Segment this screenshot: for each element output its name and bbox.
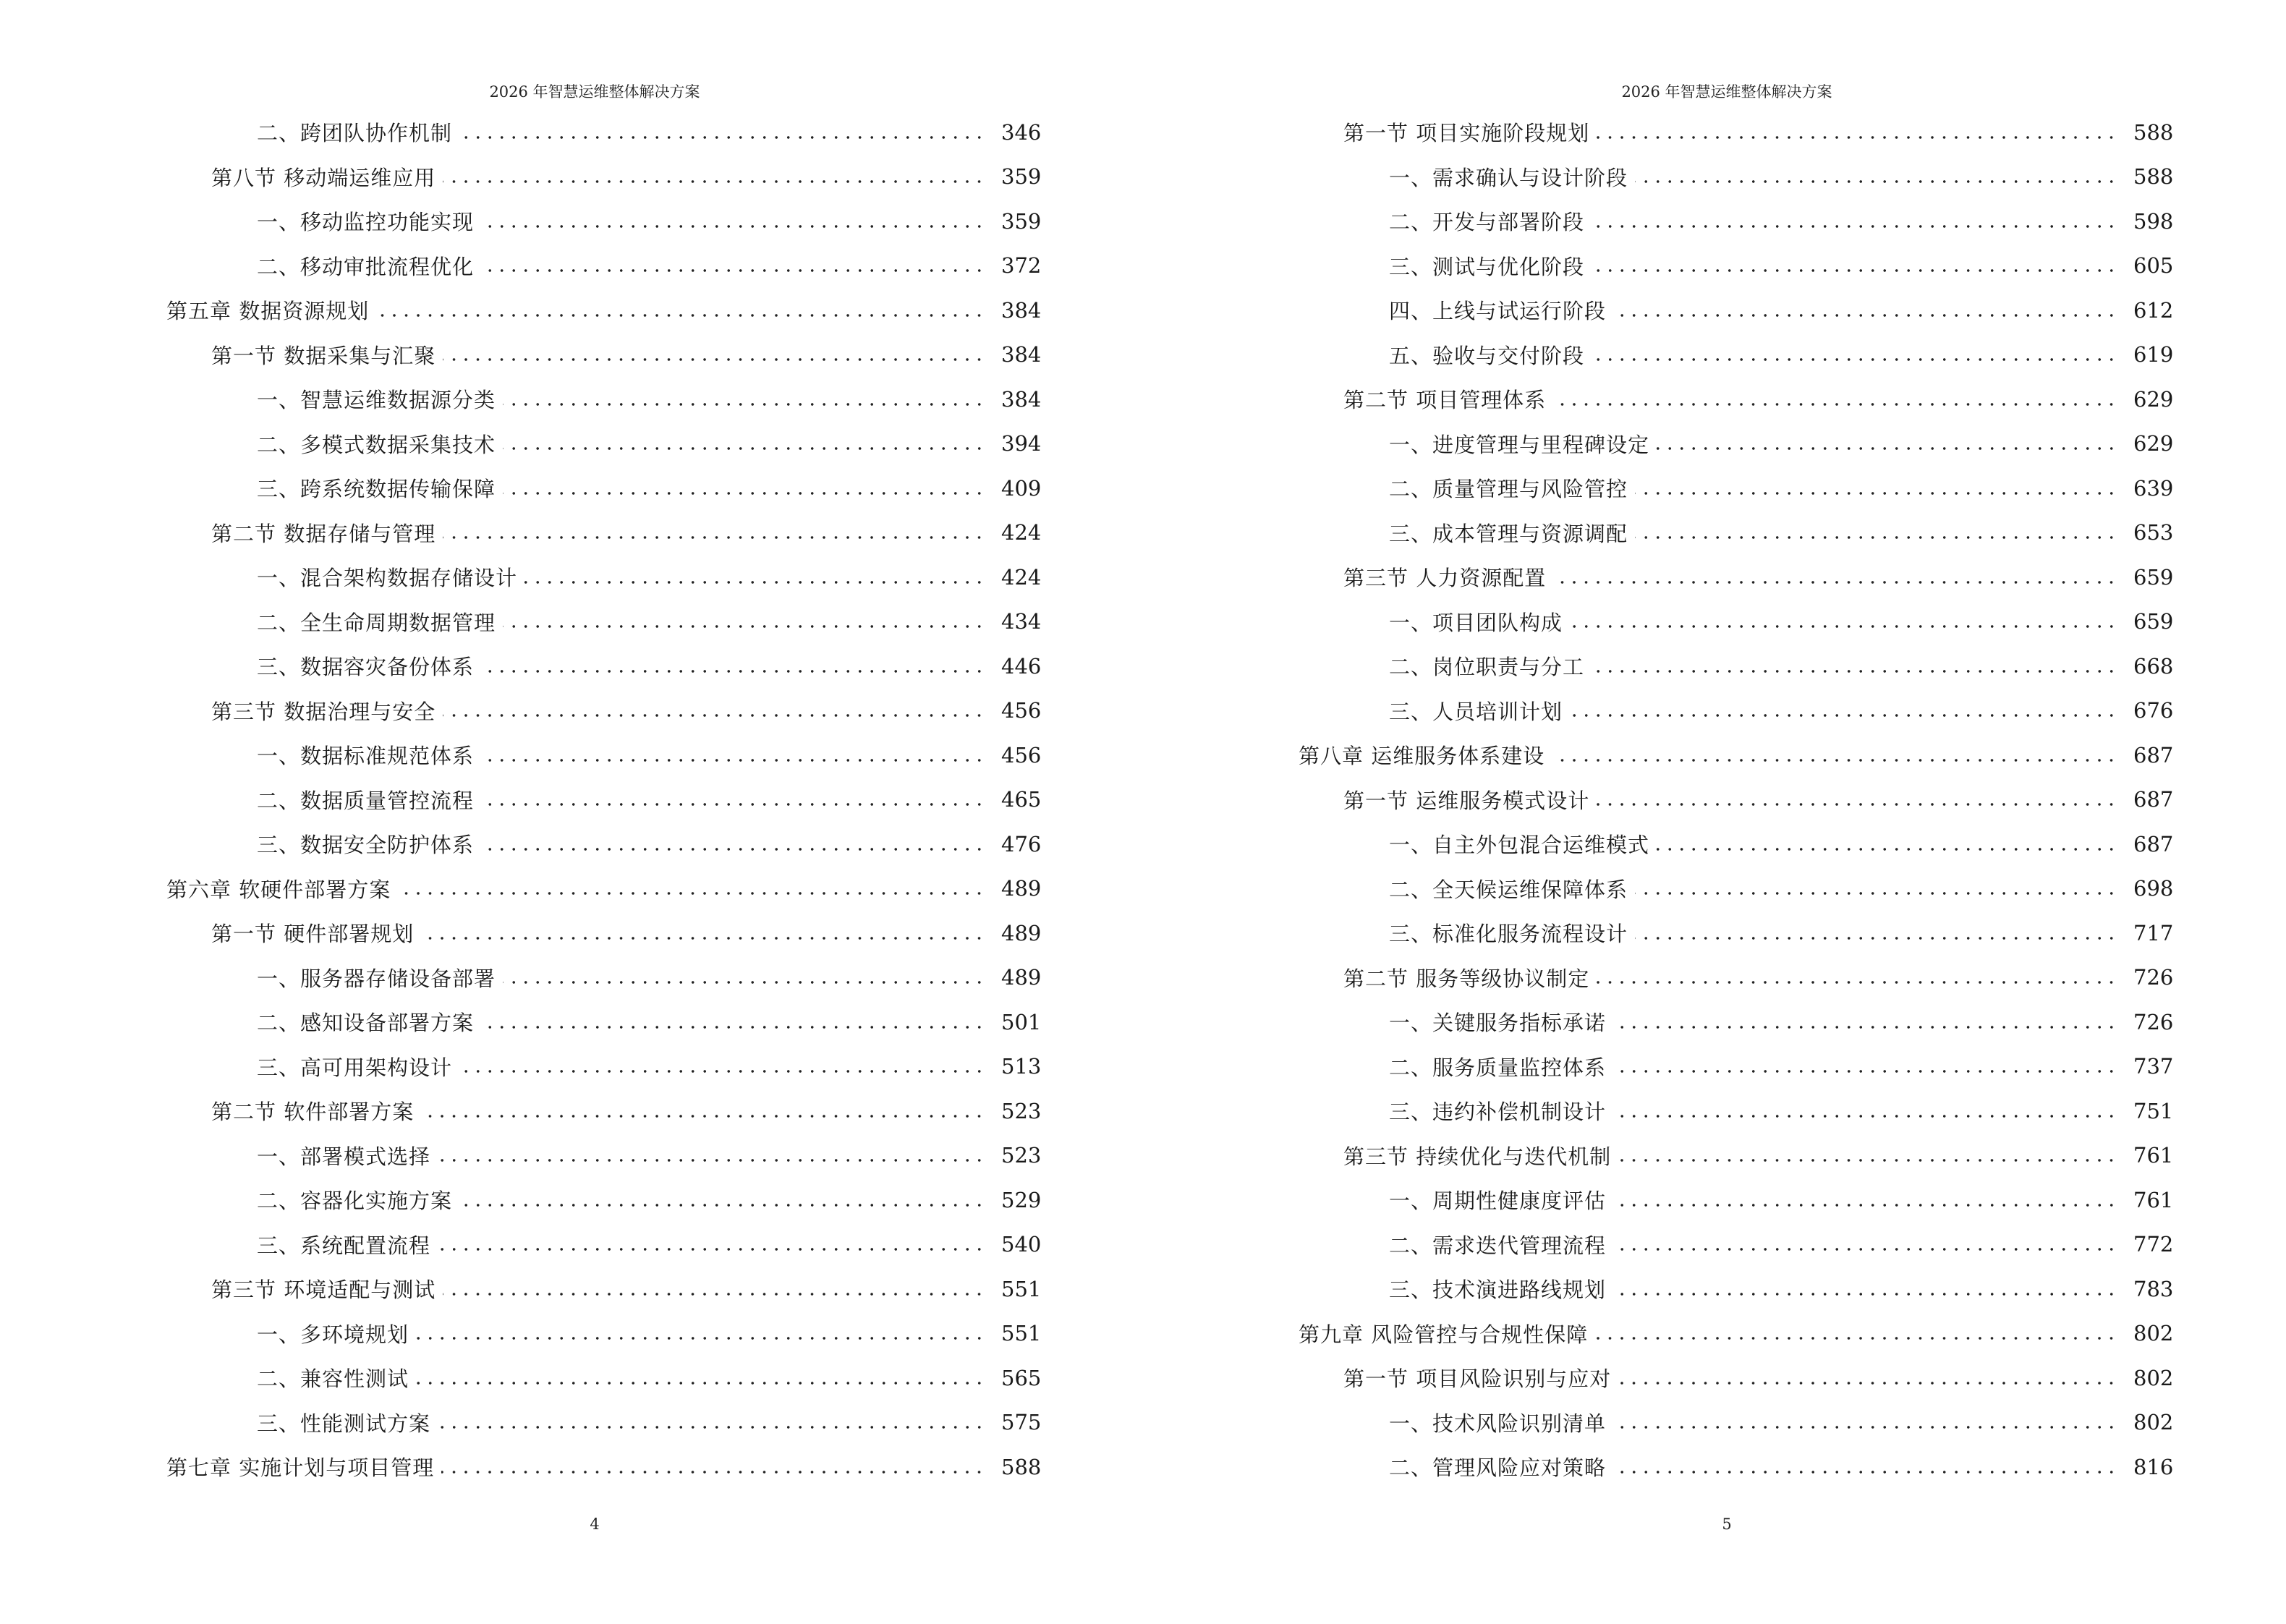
dot-leader — [1657, 847, 2117, 851]
toc-entry-title: 三、标准化服务流程设计 — [1389, 922, 1628, 947]
toc-entry-subsection[interactable] — [1299, 1400, 2174, 1445]
dot-leader — [1592, 268, 2117, 273]
toc-entry-page: 501 — [1001, 1009, 1042, 1034]
dot-leader — [1570, 713, 2117, 718]
dot-leader — [1592, 669, 2117, 673]
dot-leader — [1592, 357, 2117, 362]
dot-leader — [1553, 402, 2117, 407]
toc-entry-chapter[interactable] — [1299, 1311, 2174, 1356]
dot-leader — [1613, 1025, 2117, 1029]
dot-leader — [481, 802, 985, 807]
dot-leader — [459, 1069, 985, 1074]
toc-entry-page: 816 — [2133, 1454, 2174, 1479]
toc-entry-page: 737 — [2133, 1054, 2174, 1079]
dot-leader — [1613, 1470, 2117, 1474]
dot-leader — [1552, 758, 2117, 762]
dot-leader — [1595, 1336, 2117, 1340]
toc-entry-section[interactable] — [1299, 1134, 2174, 1178]
dot-leader — [1613, 1247, 2117, 1251]
toc-entry-page: 802 — [2133, 1410, 2174, 1435]
toc-entry-subsection[interactable] — [166, 422, 1042, 467]
dot-leader — [1613, 1292, 2117, 1296]
toc-entry-title: 五、验收与交付阶段 — [1389, 343, 1585, 368]
toc-entry-title: 第六章 软硬件部署方案 — [166, 877, 391, 902]
toc-entry-page: 612 — [2133, 297, 2174, 323]
toc-entry-section[interactable] — [1299, 555, 2174, 600]
toc-entry-subsection[interactable] — [1299, 466, 2174, 511]
toc-entry-subsection[interactable] — [1299, 244, 2174, 289]
toc-entry-page: 653 — [2133, 520, 2174, 545]
toc-entry-subsection[interactable] — [166, 377, 1042, 422]
dot-leader — [1635, 891, 2117, 896]
toc-entry-title: 二、岗位职责与分工 — [1389, 655, 1585, 680]
toc-entry-subsection[interactable] — [1299, 511, 2174, 556]
toc-entry-subsection[interactable] — [1299, 422, 2174, 467]
toc-entry-page: 772 — [2133, 1232, 2174, 1257]
toc-entry-page: 598 — [2133, 208, 2174, 234]
toc-entry-page: 639 — [2133, 475, 2174, 501]
dot-leader — [1597, 802, 2117, 807]
toc-entry-page: 726 — [2133, 1009, 2174, 1034]
dot-leader — [1570, 624, 2117, 629]
toc-entry-chapter[interactable] — [166, 1445, 1042, 1489]
running-header: 2026 年智慧运维整体解决方案 — [1621, 83, 1832, 101]
toc-entry-page: 551 — [1001, 1321, 1042, 1346]
toc-entry-title: 三、数据安全防护体系 — [257, 833, 475, 858]
toc-entry-page: 540 — [1001, 1232, 1042, 1257]
toc-entry-page: 489 — [1001, 876, 1042, 901]
dot-leader — [1618, 1158, 2117, 1162]
toc-entry-section[interactable] — [1299, 1356, 2174, 1400]
toc-entry-subsection[interactable] — [166, 1400, 1042, 1445]
toc-entry-page: 783 — [2133, 1276, 2174, 1301]
toc-entry-subsection[interactable] — [166, 1223, 1042, 1267]
dot-leader — [1553, 580, 2117, 584]
dot-leader — [443, 179, 985, 184]
toc-entry-title: 三、技术演进路线规划 — [1389, 1277, 1607, 1303]
toc-entry-page: 489 — [1001, 920, 1042, 945]
dot-leader — [443, 357, 985, 362]
page-number: 5 — [1722, 1515, 1732, 1533]
toc-entry-title: 三、成本管理与资源调配 — [1389, 521, 1628, 546]
toc-entry-title: 第二节 服务等级协议制定 — [1343, 966, 1590, 991]
dot-leader — [459, 135, 985, 140]
toc-entry-title: 四、上线与试运行阶段 — [1389, 299, 1607, 324]
toc-entry-section[interactable] — [166, 911, 1042, 956]
toc-entry-subsection[interactable] — [1299, 155, 2174, 200]
toc-entry-title: 二、全天候运维保障体系 — [1389, 877, 1628, 902]
page-number: 4 — [590, 1515, 600, 1533]
toc-entry-title: 一、技术风险识别清单 — [1389, 1411, 1607, 1436]
toc-entry-page: 523 — [1001, 1098, 1042, 1123]
toc-entry-page: 605 — [2133, 253, 2174, 279]
toc-entry-title: 一、数据标准规范体系 — [257, 744, 475, 769]
toc-entry-title: 三、测试与优化阶段 — [1389, 254, 1585, 279]
toc-entry-page: 372 — [1001, 253, 1042, 279]
toc-list — [1299, 110, 2174, 1489]
toc-list — [166, 110, 1042, 1489]
toc-entry-subsection[interactable] — [166, 555, 1042, 600]
toc-entry-page: 551 — [1001, 1276, 1042, 1301]
toc-entry-page: 698 — [2133, 876, 2174, 901]
toc-entry-subsection[interactable] — [166, 1000, 1042, 1045]
toc-entry-title: 三、人员培训计划 — [1389, 699, 1563, 724]
toc-entry-title: 第九章 风险管控与合规性保障 — [1299, 1322, 1589, 1347]
dot-leader — [503, 491, 985, 496]
dot-leader — [398, 891, 985, 896]
toc-entry-title: 二、兼容性测试 — [257, 1366, 409, 1392]
toc-entry-page: 575 — [1001, 1410, 1042, 1435]
dot-leader — [1613, 1203, 2117, 1207]
toc-entry-title: 三、违约补偿机制设计 — [1389, 1100, 1607, 1125]
toc-entry-subsection[interactable] — [1299, 600, 2174, 645]
toc-entry-page: 465 — [1001, 787, 1042, 812]
toc-entry-page: 687 — [2133, 831, 2174, 856]
dot-leader — [459, 1203, 985, 1207]
dot-leader — [421, 936, 985, 940]
toc-entry-title: 第三节 人力资源配置 — [1343, 566, 1547, 591]
toc-entry-page: 726 — [2133, 965, 2174, 990]
toc-entry-title: 一、周期性健康度评估 — [1389, 1189, 1607, 1214]
dot-leader — [443, 713, 985, 718]
toc-entry-subsection[interactable] — [1299, 822, 2174, 867]
toc-entry-page: 717 — [2133, 920, 2174, 945]
toc-entry-page: 384 — [1001, 297, 1042, 323]
dot-leader — [443, 535, 985, 540]
toc-entry-page: 476 — [1001, 831, 1042, 856]
toc-entry-subsection[interactable] — [166, 600, 1042, 645]
toc-entry-subsection[interactable] — [166, 1356, 1042, 1400]
toc-entry-title: 二、移动审批流程优化 — [257, 254, 475, 279]
toc-entry-title: 一、移动监控功能实现 — [257, 210, 475, 235]
dot-leader — [1635, 491, 2117, 496]
toc-entry-page: 761 — [2133, 1143, 2174, 1168]
dot-leader — [1597, 980, 2117, 985]
toc-entry-title: 二、全生命周期数据管理 — [257, 610, 496, 635]
toc-entry-page: 619 — [2133, 342, 2174, 367]
toc-entry-title: 第三节 数据治理与安全 — [211, 699, 436, 724]
dot-leader — [481, 669, 985, 673]
dot-leader — [503, 980, 985, 985]
toc-entry-page: 629 — [2133, 431, 2174, 456]
toc-entry-title: 一、服务器存储设备部署 — [257, 966, 496, 991]
toc-entry-page: 659 — [2133, 564, 2174, 590]
toc-entry-subsection[interactable] — [166, 199, 1042, 244]
dot-leader — [1618, 1381, 2117, 1385]
toc-entry-title: 二、多模式数据采集技术 — [257, 432, 496, 457]
toc-entry-page: 588 — [1001, 1454, 1042, 1479]
toc-entry-title: 三、数据容灾备份体系 — [257, 655, 475, 680]
toc-entry-section[interactable] — [166, 333, 1042, 378]
toc-entry-subsection[interactable] — [166, 822, 1042, 867]
toc-entry-subsection[interactable] — [1299, 1178, 2174, 1223]
dot-leader — [443, 1292, 985, 1296]
toc-entry-subsection[interactable] — [1299, 867, 2174, 911]
toc-entry-section[interactable] — [1299, 956, 2174, 1000]
toc-entry-title: 一、部署模式选择 — [257, 1144, 431, 1169]
toc-entry-page: 384 — [1001, 342, 1042, 367]
toc-entry-title: 一、自主外包混合运维模式 — [1389, 833, 1650, 858]
toc-entry-subsection[interactable] — [166, 1311, 1042, 1356]
toc-entry-page: 359 — [1001, 208, 1042, 234]
toc-entry-title: 二、需求迭代管理流程 — [1389, 1233, 1607, 1258]
toc-entry-page: 588 — [2133, 119, 2174, 145]
toc-entry-title: 一、项目团队构成 — [1389, 610, 1563, 635]
toc-entry-section[interactable] — [1299, 778, 2174, 822]
toc-entry-section[interactable] — [166, 1267, 1042, 1311]
dot-leader — [503, 446, 985, 451]
toc-entry-title: 第一节 运维服务模式设计 — [1343, 788, 1590, 813]
dot-leader — [1592, 224, 2117, 229]
toc-entry-subsection[interactable] — [166, 956, 1042, 1000]
toc-entry-section[interactable] — [166, 1089, 1042, 1134]
toc-entry-subsection[interactable] — [1299, 199, 2174, 244]
toc-entry-title: 第二节 项目管理体系 — [1343, 388, 1547, 413]
dot-leader — [481, 847, 985, 851]
dot-leader — [1635, 936, 2117, 940]
page-right — [1143, 0, 2286, 1624]
dot-leader — [1613, 1114, 2117, 1118]
toc-entry-subsection[interactable] — [1299, 1000, 2174, 1045]
toc-entry-title: 第一节 项目风险识别与应对 — [1343, 1366, 1612, 1392]
toc-entry-page: 409 — [1001, 475, 1042, 501]
toc-entry-title: 一、关键服务指标承诺 — [1389, 1011, 1607, 1036]
toc-entry-title: 三、高可用架构设计 — [257, 1055, 453, 1080]
toc-entry-title: 第二节 数据存储与管理 — [211, 521, 436, 546]
toc-entry-title: 二、数据质量管控流程 — [257, 788, 475, 813]
toc-entry-page: 456 — [1001, 742, 1042, 768]
toc-entry-page: 523 — [1001, 1143, 1042, 1168]
toc-entry-title: 一、需求确认与设计阶段 — [1389, 165, 1628, 190]
dot-leader — [481, 268, 985, 273]
toc-entry-subsection[interactable] — [1299, 1045, 2174, 1089]
toc-entry-chapter[interactable] — [166, 867, 1042, 911]
toc-entry-page: 529 — [1001, 1187, 1042, 1212]
toc-entry-page: 434 — [1001, 609, 1042, 634]
toc-entry-page: 456 — [1001, 698, 1042, 723]
dot-leader — [438, 1425, 985, 1429]
toc-entry-title: 一、进度管理与里程碑设定 — [1389, 432, 1650, 457]
toc-entry-page: 629 — [2133, 386, 2174, 412]
toc-entry-page: 676 — [2133, 698, 2174, 723]
toc-entry-page: 687 — [2133, 742, 2174, 768]
dot-leader — [1613, 313, 2117, 318]
toc-entry-title: 三、系统配置流程 — [257, 1233, 431, 1258]
toc-entry-chapter[interactable] — [166, 288, 1042, 333]
toc-entry-title: 二、感知设备部署方案 — [257, 1011, 475, 1036]
dot-leader — [376, 313, 985, 318]
toc-entry-title: 三、性能测试方案 — [257, 1411, 431, 1436]
toc-entry-section[interactable] — [1299, 110, 2174, 155]
toc-entry-subsection[interactable] — [1299, 1089, 2174, 1134]
toc-entry-subsection[interactable] — [166, 466, 1042, 511]
toc-entry-page: 394 — [1001, 431, 1042, 456]
toc-entry-subsection[interactable] — [166, 1134, 1042, 1178]
toc-entry-page: 359 — [1001, 164, 1042, 190]
toc-entry-title: 二、质量管理与风险管控 — [1389, 477, 1628, 502]
toc-entry-subsection[interactable] — [166, 1178, 1042, 1223]
toc-entry-title: 三、跨系统数据传输保障 — [257, 477, 496, 502]
dot-leader — [503, 402, 985, 407]
toc-entry-subsection[interactable] — [166, 110, 1042, 155]
dot-leader — [481, 758, 985, 762]
toc-entry-page: 424 — [1001, 564, 1042, 590]
toc-entry-subsection[interactable] — [1299, 689, 2174, 734]
toc-entry-title: 第八章 运维服务体系建设 — [1299, 744, 1545, 769]
toc-entry-title: 二、管理风险应对策略 — [1389, 1455, 1607, 1481]
dot-leader — [1635, 179, 2117, 184]
toc-entry-title: 一、智慧运维数据源分类 — [257, 388, 496, 413]
toc-entry-page: 668 — [2133, 653, 2174, 679]
toc-entry-title: 第一节 数据采集与汇聚 — [211, 343, 436, 368]
toc-entry-section[interactable] — [1299, 377, 2174, 422]
dot-leader — [1597, 135, 2117, 140]
dot-leader — [1613, 1425, 2117, 1429]
toc-entry-title: 第一节 项目实施阶段规划 — [1343, 121, 1590, 146]
toc-entry-chapter[interactable] — [1299, 733, 2174, 778]
toc-entry-subsection[interactable] — [166, 644, 1042, 689]
toc-entry-title: 一、混合架构数据存储设计 — [257, 566, 518, 591]
toc-entry-section[interactable] — [166, 511, 1042, 556]
toc-entry-title: 第三节 持续优化与迭代机制 — [1343, 1144, 1612, 1169]
toc-entry-page: 424 — [1001, 520, 1042, 545]
toc-entry-title: 第二节 软件部署方案 — [211, 1100, 415, 1125]
toc-entry-title: 二、服务质量监控体系 — [1389, 1055, 1607, 1080]
toc-entry-subsection[interactable] — [166, 1045, 1042, 1089]
toc-entry-subsection[interactable] — [1299, 1223, 2174, 1267]
toc-entry-page: 802 — [2133, 1321, 2174, 1346]
toc-entry-title: 第八节 移动端运维应用 — [211, 165, 436, 190]
dot-leader — [1635, 535, 2117, 540]
toc-entry-page: 687 — [2133, 787, 2174, 812]
toc-entry-title: 第七章 实施计划与项目管理 — [166, 1455, 435, 1481]
toc-entry-subsection[interactable] — [166, 244, 1042, 289]
toc-entry-title: 第一节 硬件部署规划 — [211, 922, 415, 947]
dot-leader — [416, 1336, 985, 1340]
toc-entry-subsection[interactable] — [1299, 1267, 2174, 1311]
toc-entry-page: 346 — [1001, 119, 1042, 145]
toc-entry-subsection[interactable] — [1299, 1445, 2174, 1489]
running-header: 2026 年智慧运维整体解决方案 — [489, 83, 700, 101]
toc-entry-page: 802 — [2133, 1365, 2174, 1390]
toc-entry-subsection[interactable] — [166, 733, 1042, 778]
toc-entry-page: 659 — [2133, 609, 2174, 634]
toc-entry-subsection[interactable] — [1299, 288, 2174, 333]
toc-entry-title: 一、多环境规划 — [257, 1322, 409, 1347]
dot-leader — [441, 1470, 985, 1474]
dot-leader — [503, 624, 985, 629]
dot-leader — [438, 1247, 985, 1251]
toc-entry-page: 489 — [1001, 965, 1042, 990]
dot-leader — [421, 1114, 985, 1118]
dot-leader — [481, 1025, 985, 1029]
toc-entry-title: 二、开发与部署阶段 — [1389, 210, 1585, 235]
dot-leader — [416, 1381, 985, 1385]
toc-entry-page: 761 — [2133, 1187, 2174, 1212]
dot-leader — [1613, 1069, 2117, 1074]
dot-leader — [524, 580, 985, 584]
toc-entry-page: 384 — [1001, 386, 1042, 412]
dot-leader — [1657, 446, 2117, 451]
toc-entry-title: 第三节 环境适配与测试 — [211, 1277, 436, 1303]
toc-entry-title: 二、跨团队协作机制 — [257, 121, 453, 146]
toc-entry-title: 第五章 数据资源规划 — [166, 299, 370, 324]
toc-entry-page: 751 — [2133, 1098, 2174, 1123]
toc-entry-subsection[interactable] — [166, 778, 1042, 822]
toc-entry-section[interactable] — [166, 689, 1042, 734]
dot-leader — [481, 224, 985, 229]
toc-entry-page: 446 — [1001, 653, 1042, 679]
toc-entry-page: 588 — [2133, 164, 2174, 190]
toc-entry-title: 二、容器化实施方案 — [257, 1189, 453, 1214]
toc-entry-subsection[interactable] — [1299, 911, 2174, 956]
toc-entry-page: 513 — [1001, 1054, 1042, 1079]
toc-entry-page: 565 — [1001, 1365, 1042, 1390]
toc-entry-subsection[interactable] — [1299, 333, 2174, 378]
dot-leader — [438, 1158, 985, 1162]
toc-entry-subsection[interactable] — [1299, 644, 2174, 689]
toc-entry-section[interactable] — [166, 155, 1042, 200]
